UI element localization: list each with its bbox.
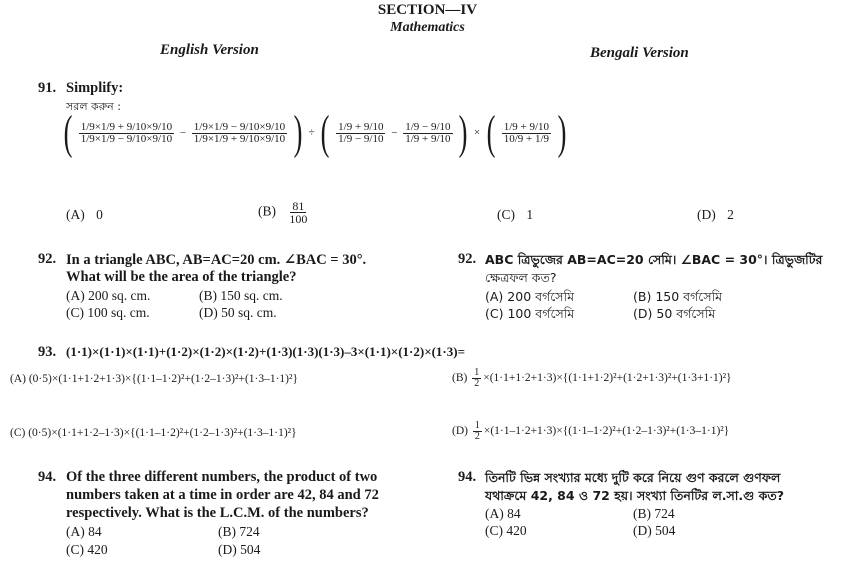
question-number: 94. xyxy=(38,469,57,485)
option-label: (C) xyxy=(485,523,503,538)
option-b[interactable] xyxy=(199,288,283,304)
question-line: তিনটি ভিন্ন সংখ্যার মধ্যে দুটি করে নিয়ে গুণ করলে গুণফল xyxy=(485,470,781,485)
option-value: 50 বর্গসেমি xyxy=(656,306,716,321)
option-c[interactable] xyxy=(10,427,297,439)
option-a[interactable] xyxy=(66,524,102,540)
option-label: (C) xyxy=(66,305,84,320)
option-a[interactable] xyxy=(66,288,150,304)
option-b[interactable] xyxy=(218,524,260,540)
question-line: What will be the area of the triangle? xyxy=(66,269,297,285)
option-label: (B) xyxy=(218,524,236,539)
question-line: যথাক্রমে 42, 84 ও 72 হয়। সংখ্যা তিনটির ল.সা.গু কত? xyxy=(485,488,784,503)
option-value: 84 xyxy=(507,506,521,521)
question-number: 94. xyxy=(458,469,477,485)
option-b[interactable] xyxy=(258,200,309,225)
question-line: In a triangle ABC, AB=AC=20 cm. ∠BAC = 30°. xyxy=(66,252,367,268)
option-label: (B) xyxy=(452,372,468,385)
option-value: ×(1·1+1·2+1·3)×{(1·1+1·2)²+(1·2+1·3)²+(1·3+1·1)²} xyxy=(483,372,732,385)
option-b[interactable] xyxy=(452,368,732,389)
bengali-version-heading: Bengali Version xyxy=(590,45,689,61)
option-label: (D) xyxy=(199,305,218,320)
question-text: (1·1)×(1·1)×(1·1)+(1·2)×(1·2)×(1·2)+(1·3)(1·3)(1·3)–3×(1·1)×(1·2)×(1·3)= xyxy=(66,344,466,359)
option-value: 150 sq. cm. xyxy=(220,288,283,303)
option-value: 1 xyxy=(526,207,534,222)
subject-title: Mathematics xyxy=(390,20,465,35)
question-number: 91. xyxy=(38,80,57,96)
option-value: 200 বর্গসেমি xyxy=(507,289,575,304)
option-value: 150 বর্গসেমি xyxy=(655,289,723,304)
option-d[interactable] xyxy=(218,542,260,558)
option-c[interactable] xyxy=(485,306,574,326)
fraction-denominator: 100 xyxy=(289,212,308,226)
option-label: (A) xyxy=(66,207,85,222)
option-value: (0·5)×(1·1+1·2+1·3)×{(1·1–1·2)²+(1·2–1·3)²+(1·3–1·1)²} xyxy=(28,373,298,385)
option-value: 0 xyxy=(96,207,103,222)
option-value: 504 xyxy=(655,523,676,538)
option-a[interactable] xyxy=(10,373,298,385)
question-line: numbers taken at a time in order are 42, 84 and 72 xyxy=(66,487,379,503)
option-label: (C) xyxy=(10,427,26,439)
option-label: (A) xyxy=(66,524,85,539)
option-value: ×(1·1–1·2+1·3)×{(1·1–1·2)²+(1·2–1·3)²+(1·3–1·1)²} xyxy=(483,425,730,438)
option-label: (D) xyxy=(697,207,716,222)
option-label: (D) xyxy=(633,306,653,321)
half-fraction: $\frac{1}{2}$ xyxy=(474,367,480,389)
question-number: 92. xyxy=(458,251,477,267)
option-c[interactable] xyxy=(66,305,150,321)
option-c[interactable] xyxy=(485,523,527,539)
option-value: 2 xyxy=(727,207,734,222)
option-value: 100 বর্গসেমি xyxy=(507,306,575,321)
option-b[interactable] xyxy=(633,506,675,522)
option-label: (D) xyxy=(218,542,237,557)
option-label: (C) xyxy=(66,542,84,557)
half-fraction: $\frac{1}{2}$ xyxy=(474,420,480,442)
option-label: (B) xyxy=(633,506,651,521)
question-text: Simplify: xyxy=(66,80,124,96)
question-text-bengali: সরল করুন : xyxy=(66,100,121,113)
question-line: ক্ষেত্রফল কত? xyxy=(485,270,557,285)
question-line: Of the three different numbers, the product of two xyxy=(66,469,378,485)
option-label: (D) xyxy=(633,523,652,538)
option-d[interactable] xyxy=(452,421,729,442)
option-a[interactable] xyxy=(485,506,521,522)
option-d[interactable] xyxy=(199,305,277,321)
option-c[interactable] xyxy=(497,207,533,223)
option-value: 200 sq. cm. xyxy=(88,288,151,303)
question-line: respectively. What is the L.C.M. of the numbers? xyxy=(66,505,369,521)
simplify-expression: ( $\frac{1/9\times 1/9 + 9/10\times 9/10}{1/9\times 1/9 - 9/10\times 9/10}$ − $\frac{1/9\times 1/9 - 9/10\times 9/10}{1/9\times 1/9 + 9/10\times 9/10}$ ) ÷ ( $\frac{1/9 + 9/10}{1/9 - 9/10}$ − $\frac{1/9 - 9/10}{1/9 + 9/10}$ ) × ( $\frac{1/9 + 9/10}{10/9 + 1/9}$ ) xyxy=(63,106,567,159)
option-fraction xyxy=(287,200,309,225)
option-value: 724 xyxy=(654,506,675,521)
option-value: 84 xyxy=(88,524,102,539)
section-title: SECTION—IV xyxy=(377,2,478,18)
option-value: 504 xyxy=(240,542,261,557)
option-label: (B) xyxy=(199,288,217,303)
option-label: (B) xyxy=(633,289,652,304)
option-label: (B) xyxy=(258,203,276,219)
option-value: 420 xyxy=(87,542,108,557)
question-number: 92. xyxy=(38,251,57,267)
option-label: (C) xyxy=(485,306,504,321)
option-label: (C) xyxy=(497,207,515,222)
question-number: 93. xyxy=(38,344,57,360)
fraction-numerator: 81 xyxy=(292,199,305,213)
option-a[interactable] xyxy=(66,207,103,223)
option-label: (A) xyxy=(485,506,504,521)
option-d[interactable] xyxy=(697,207,734,223)
option-c[interactable] xyxy=(66,542,108,558)
option-value: 50 sq. cm. xyxy=(221,305,277,320)
option-label: (D) xyxy=(452,425,468,438)
option-value: 420 xyxy=(506,523,527,538)
option-d[interactable] xyxy=(633,306,715,326)
english-version-heading: English Version xyxy=(160,42,259,58)
option-value: 724 xyxy=(239,524,260,539)
option-label: (A) xyxy=(485,289,504,304)
option-value: (0·5)×(1·1+1·2–1·3)×{(1·1–1·2)²+(1·2–1·3)²+(1·3–1·1)²} xyxy=(28,427,297,439)
option-label: (A) xyxy=(10,373,26,385)
question-line: ABC ত্রিভুজের AB=AC=20 সেমি। ∠BAC = 30°। ত্রিভুজটির xyxy=(485,252,823,267)
option-value: 100 sq. cm. xyxy=(87,305,150,320)
option-d[interactable] xyxy=(633,523,675,539)
option-label: (A) xyxy=(66,288,85,303)
